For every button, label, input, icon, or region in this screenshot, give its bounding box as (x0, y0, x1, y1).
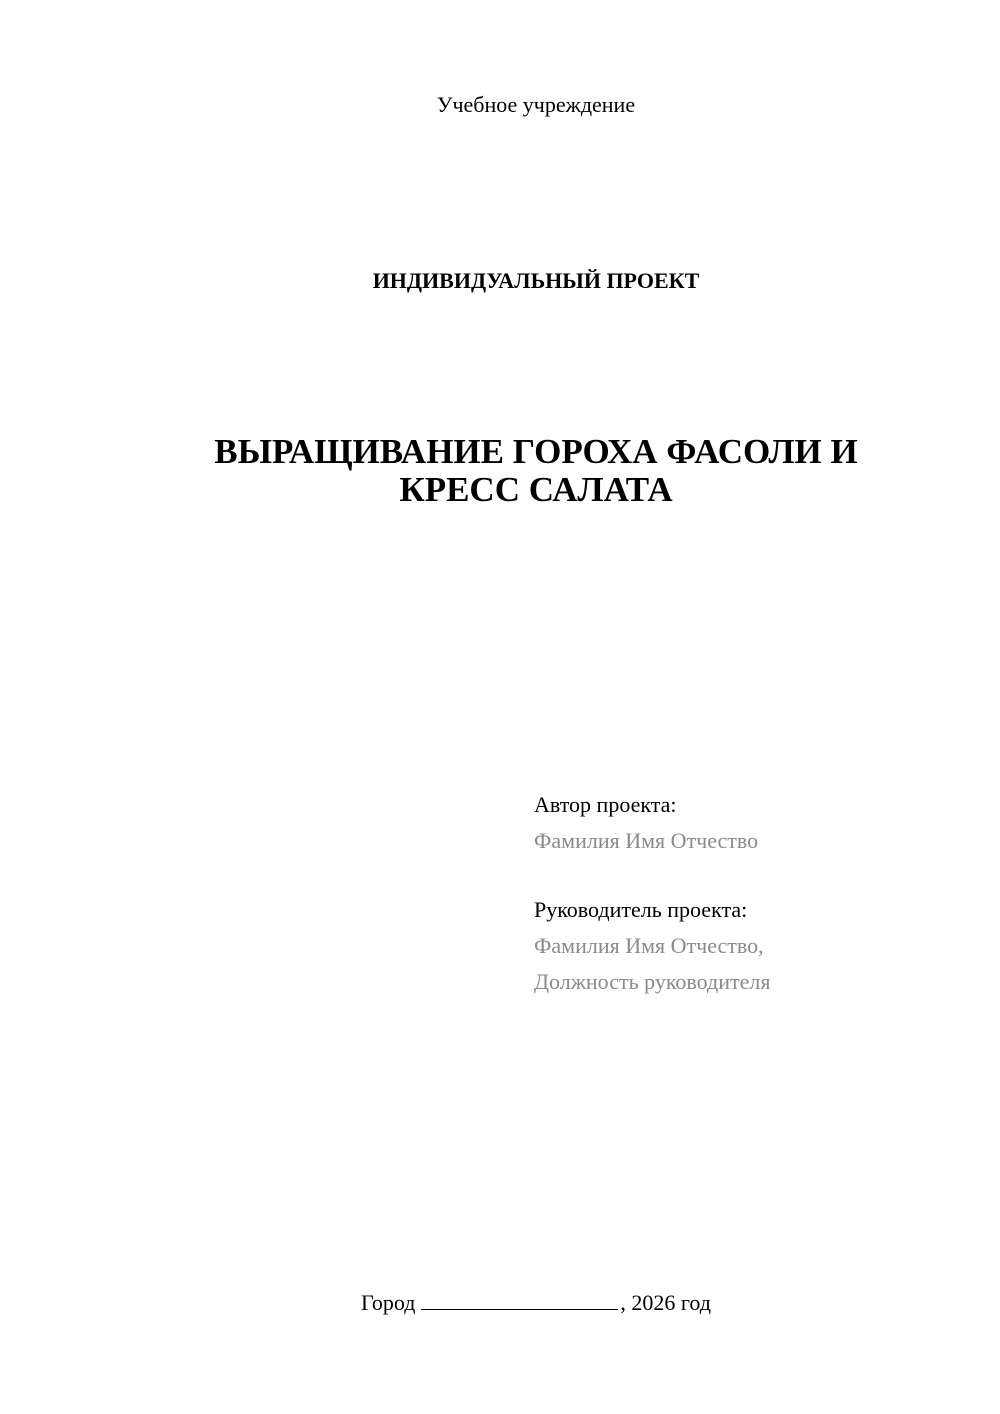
project-title (0, 433, 1000, 509)
project-title-line-2: КРЕСС САЛАТА (399, 470, 673, 509)
project-info-block (534, 787, 770, 1000)
year-text: , 2026 год (620, 1290, 711, 1315)
institution-name: Учебное учреждение (436, 92, 636, 117)
supervisor-name-placeholder: Фамилия Имя Отчество, (534, 933, 764, 958)
supervisor-label: Руководитель проекта: (534, 897, 748, 922)
city-blank-line (421, 1291, 618, 1310)
supervisor-position-placeholder: Должность руководителя (534, 969, 771, 994)
author-name-placeholder: Фамилия Имя Отчество (534, 828, 759, 853)
info-spacer (534, 859, 770, 892)
city-label: Город (361, 1290, 416, 1315)
project-title-line-1: ВЫРАЩИВАНИЕ ГОРОХА ФАСОЛИ И (214, 432, 858, 471)
author-label: Автор проекта: (534, 792, 677, 817)
footer-city-year (0, 1290, 1000, 1316)
project-type-heading: ИНДИВИДУАЛЬНЫЙ ПРОЕКТ (372, 268, 700, 293)
